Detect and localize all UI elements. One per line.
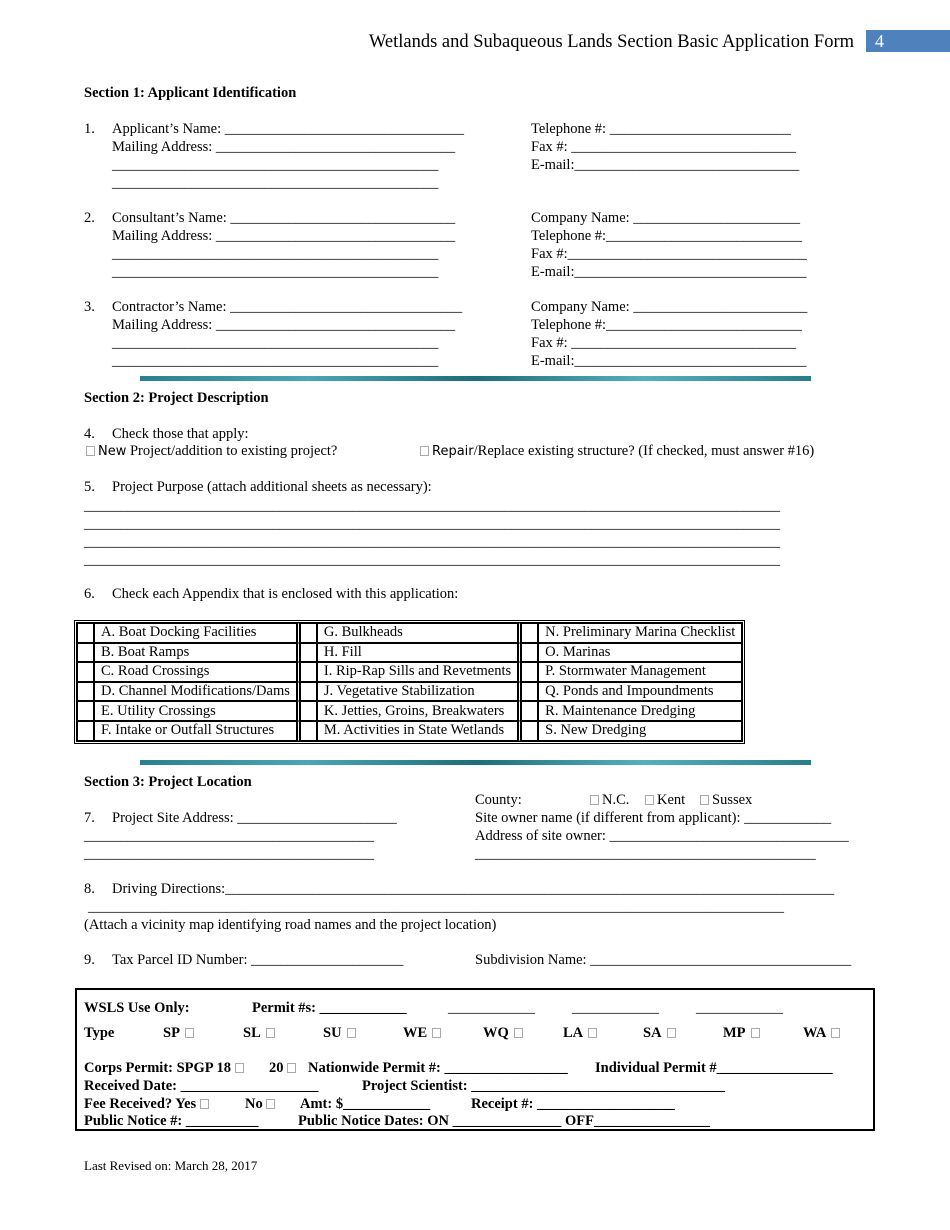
contractor-company-field[interactable]: Company Name: ________________________ bbox=[531, 299, 808, 315]
checkbox-icon[interactable] bbox=[266, 1028, 275, 1038]
appendix-checkbox[interactable] bbox=[300, 662, 317, 682]
q8-number: 8. bbox=[84, 881, 95, 897]
q2-number: 2. bbox=[84, 210, 95, 226]
fee-received-no-checkbox[interactable]: No bbox=[245, 1095, 278, 1113]
applicant-name-field[interactable]: Applicant’s Name: _________________________________ bbox=[112, 121, 465, 137]
appendix-checkbox[interactable] bbox=[77, 643, 94, 663]
q6-number: 6. bbox=[84, 586, 95, 602]
contractor-email-field[interactable]: E-mail:________________________________ bbox=[531, 353, 807, 369]
checkbox-icon[interactable] bbox=[287, 1063, 296, 1073]
appendix-label: S. New Dredging bbox=[538, 721, 742, 741]
appendix-label: H. Fill bbox=[317, 643, 518, 663]
q4-label: Check those that apply: bbox=[112, 426, 249, 442]
table-row bbox=[77, 662, 742, 682]
driving-directions-field[interactable]: Driving Directions:____________________________________________________________________________________ bbox=[112, 881, 835, 897]
type-su-checkbox[interactable]: SU bbox=[323, 1024, 359, 1042]
appendix-checkbox[interactable] bbox=[300, 721, 317, 741]
vicinity-map-note: (Attach a vicinity map identifying road names and the project location) bbox=[84, 917, 497, 933]
county-kent-checkbox[interactable]: Kent bbox=[645, 791, 685, 809]
consultant-telephone-field[interactable]: Telephone #:___________________________ bbox=[531, 228, 802, 244]
checkbox-icon[interactable] bbox=[645, 795, 654, 805]
type-we-checkbox[interactable]: WE bbox=[403, 1024, 444, 1042]
applicant-mailing-field[interactable]: Mailing Address: _________________________________ bbox=[112, 139, 456, 155]
q1-number: 1. bbox=[84, 121, 95, 137]
purpose-line[interactable]: ________________________________________________________________________________________________ bbox=[84, 498, 780, 514]
county-sussex-checkbox[interactable]: Sussex bbox=[700, 791, 752, 809]
applicant-address-line[interactable]: _____________________________________________ bbox=[112, 175, 439, 191]
appendix-checkbox[interactable] bbox=[521, 662, 538, 682]
type-wa-checkbox[interactable]: WA bbox=[803, 1024, 843, 1042]
contractor-telephone-field[interactable]: Telephone #:___________________________ bbox=[531, 317, 802, 333]
section3-title: Section 3: Project Location bbox=[84, 774, 252, 790]
appendix-label: J. Vegetative Stabilization bbox=[317, 682, 518, 702]
checkbox-icon[interactable] bbox=[667, 1028, 676, 1038]
new-project-checkbox[interactable]: New Project/addition to existing project? bbox=[86, 442, 337, 461]
consultant-email-field[interactable]: E-mail:________________________________ bbox=[531, 264, 807, 280]
q9-number: 9. bbox=[84, 952, 95, 968]
site-owner-name-field[interactable]: Site owner name (if different from applicant): ____________ bbox=[475, 810, 832, 826]
appendix-checkbox[interactable] bbox=[77, 701, 94, 721]
checkbox-icon[interactable] bbox=[432, 1028, 441, 1038]
site-owner-address-field[interactable]: Address of site owner: _________________________________ bbox=[475, 828, 849, 844]
checkbox-icon[interactable] bbox=[831, 1028, 840, 1038]
appendix-checkbox[interactable] bbox=[300, 682, 317, 702]
appendix-label: N. Preliminary Marina Checklist bbox=[538, 623, 742, 643]
q3-number: 3. bbox=[84, 299, 95, 315]
subdivision-field[interactable]: Subdivision Name: ____________________________________ bbox=[475, 952, 852, 968]
receipt-number-field[interactable]: Receipt #: ___________________ bbox=[471, 1096, 675, 1112]
wsls-use-only-label: WSLS Use Only: bbox=[84, 1000, 190, 1016]
type-sl-checkbox[interactable]: SL bbox=[243, 1024, 278, 1042]
appendix-label: D. Channel Modifications/Dams bbox=[94, 682, 297, 702]
public-notice-dates-field[interactable]: Public Notice Dates: ON _______________ OFF________________ bbox=[298, 1113, 711, 1129]
site-address-field[interactable]: Project Site Address: ______________________ bbox=[112, 810, 397, 826]
consultant-name-field[interactable]: Consultant’s Name: _______________________________ bbox=[112, 210, 456, 226]
table-row bbox=[77, 623, 742, 643]
appendix-label: G. Bulkheads bbox=[317, 623, 518, 643]
tax-parcel-field[interactable]: Tax Parcel ID Number: _____________________ bbox=[112, 952, 404, 968]
checkbox-icon[interactable] bbox=[700, 795, 709, 805]
form-title: Wetlands and Subaqueous Lands Section Basic Application Form bbox=[368, 32, 854, 52]
repair-replace-checkbox[interactable]: Repair/Replace existing structure? (If checked, must answer #16) bbox=[420, 442, 814, 461]
consultant-address-line[interactable]: _____________________________________________ bbox=[112, 264, 439, 280]
purpose-line[interactable]: ________________________________________________________________________________________________ bbox=[84, 516, 780, 532]
checkbox-icon[interactable] bbox=[347, 1028, 356, 1038]
received-date-field[interactable]: Received Date: ___________________ bbox=[84, 1078, 319, 1094]
appendix-checkbox[interactable] bbox=[521, 701, 538, 721]
applicant-fax-field[interactable]: Fax #: _______________________________ bbox=[531, 139, 797, 155]
applicant-telephone-field[interactable]: Telephone #: _________________________ bbox=[531, 121, 791, 137]
appendix-label: F. Intake or Outfall Structures bbox=[94, 721, 297, 741]
q4-number: 4. bbox=[84, 426, 95, 442]
checkbox-icon[interactable] bbox=[200, 1099, 209, 1109]
appendix-checkbox[interactable] bbox=[300, 623, 317, 643]
section-divider bbox=[140, 376, 811, 381]
type-la-checkbox[interactable]: LA bbox=[563, 1024, 600, 1042]
consultant-company-field[interactable]: Company Name: _______________________ bbox=[531, 210, 801, 226]
site-address-line[interactable]: ________________________________________ bbox=[84, 828, 374, 844]
appendix-checkbox[interactable] bbox=[300, 643, 317, 663]
appendix-checkbox[interactable] bbox=[521, 682, 538, 702]
appendix-label: P. Stormwater Management bbox=[538, 662, 742, 682]
site-address-line[interactable]: ________________________________________ bbox=[84, 846, 374, 862]
corps-permit-20-checkbox[interactable]: 20 bbox=[269, 1059, 299, 1077]
fee-received-yes-checkbox[interactable]: Fee Received? Yes bbox=[84, 1095, 212, 1113]
appendix-label: I. Rip-Rap Sills and Revetments bbox=[317, 662, 518, 682]
last-revised: Last Revised on: March 28, 2017 bbox=[84, 1158, 258, 1173]
q5-number: 5. bbox=[84, 479, 95, 495]
q6-label: Check each Appendix that is enclosed with this application: bbox=[112, 586, 459, 602]
section1-title: Section 1: Applicant Identification bbox=[84, 85, 297, 101]
checkbox-icon[interactable] bbox=[86, 446, 95, 456]
checkbox-icon[interactable] bbox=[590, 795, 599, 805]
permit-numbers-field[interactable]: Permit #s: ____________ bbox=[252, 1000, 407, 1016]
checkbox-icon[interactable] bbox=[266, 1099, 275, 1109]
checkbox-icon[interactable] bbox=[185, 1028, 194, 1038]
appendix-label: K. Jetties, Groins, Breakwaters bbox=[317, 701, 518, 721]
section-divider bbox=[140, 760, 811, 765]
permit-blank[interactable]: ____________ bbox=[572, 1000, 659, 1016]
type-mp-checkbox[interactable]: MP bbox=[723, 1024, 763, 1042]
checkbox-icon[interactable] bbox=[751, 1028, 760, 1038]
public-notice-number-field[interactable]: Public Notice #: __________ bbox=[84, 1113, 259, 1129]
table-row bbox=[77, 682, 742, 702]
corps-permit-spgp18-checkbox[interactable]: Corps Permit: SPGP 18 bbox=[84, 1059, 247, 1077]
appendix-label: R. Maintenance Dredging bbox=[538, 701, 742, 721]
appendix-label: O. Marinas bbox=[538, 643, 742, 663]
appendix-checkbox[interactable] bbox=[77, 662, 94, 682]
table-row bbox=[77, 701, 742, 721]
county-nc-checkbox[interactable]: N.C. bbox=[590, 791, 629, 809]
appendix-label: C. Road Crossings bbox=[94, 662, 297, 682]
amount-field[interactable]: Amt: $____________ bbox=[300, 1096, 431, 1112]
table-row bbox=[77, 721, 742, 741]
table-row bbox=[77, 643, 742, 663]
appendix-checkbox[interactable] bbox=[521, 623, 538, 643]
purpose-line[interactable]: ________________________________________________________________________________________________ bbox=[84, 552, 780, 568]
checkbox-icon[interactable] bbox=[588, 1028, 597, 1038]
contractor-mailing-field[interactable]: Mailing Address: _________________________________ bbox=[112, 317, 456, 333]
appendix-table bbox=[74, 620, 745, 744]
project-scientist-field[interactable]: Project Scientist: ___________________________________ bbox=[362, 1078, 725, 1094]
nationwide-permit-field[interactable]: Nationwide Permit #: _________________ bbox=[308, 1060, 568, 1076]
appendix-label: A. Boat Docking Facilities bbox=[94, 623, 297, 643]
contractor-fax-field[interactable]: Fax #: _______________________________ bbox=[531, 335, 797, 351]
type-sa-checkbox[interactable]: SA bbox=[643, 1024, 679, 1042]
section2-title: Section 2: Project Description bbox=[84, 390, 269, 406]
consultant-mailing-field[interactable]: Mailing Address: _________________________________ bbox=[112, 228, 456, 244]
permit-blank[interactable]: ____________ bbox=[448, 1000, 535, 1016]
applicant-address-line[interactable]: _____________________________________________ bbox=[112, 157, 439, 173]
individual-permit-field[interactable]: Individual Permit #________________ bbox=[595, 1060, 833, 1076]
checkbox-icon[interactable] bbox=[235, 1063, 244, 1073]
site-owner-address-line[interactable]: _______________________________________________ bbox=[475, 846, 816, 862]
contractor-name-field[interactable]: Contractor’s Name: ________________________________ bbox=[112, 299, 463, 315]
appendix-checkbox[interactable] bbox=[300, 701, 317, 721]
appendix-label: B. Boat Ramps bbox=[94, 643, 297, 663]
appendix-label: Q. Ponds and Impoundments bbox=[538, 682, 742, 702]
appendix-label: E. Utility Crossings bbox=[94, 701, 297, 721]
appendix-checkbox[interactable] bbox=[77, 721, 94, 741]
appendix-label: M. Activities in State Wetlands bbox=[317, 721, 518, 741]
appendix-checkbox[interactable] bbox=[521, 643, 538, 663]
checkbox-icon[interactable] bbox=[420, 446, 429, 456]
appendix-checkbox[interactable] bbox=[521, 721, 538, 741]
purpose-line[interactable]: ________________________________________________________________________________________________ bbox=[84, 534, 780, 550]
consultant-fax-field[interactable]: Fax #:_________________________________ bbox=[531, 246, 807, 262]
driving-directions-line[interactable]: ________________________________________________________________________________________________ bbox=[88, 899, 784, 915]
type-wq-checkbox[interactable]: WQ bbox=[483, 1024, 526, 1042]
q5-label: Project Purpose (attach additional sheets as necessary): bbox=[112, 479, 432, 495]
contractor-address-line[interactable]: _____________________________________________ bbox=[112, 353, 439, 369]
type-label: Type bbox=[84, 1025, 115, 1041]
consultant-address-line[interactable]: _____________________________________________ bbox=[112, 246, 439, 262]
appendix-checkbox[interactable] bbox=[77, 623, 94, 643]
q7-number: 7. bbox=[84, 810, 95, 826]
county-label: County: bbox=[475, 792, 522, 808]
permit-blank[interactable]: ____________ bbox=[696, 1000, 783, 1016]
type-sp-checkbox[interactable]: SP bbox=[163, 1024, 197, 1042]
contractor-address-line[interactable]: _____________________________________________ bbox=[112, 335, 439, 351]
page-number: 4 bbox=[866, 30, 950, 52]
checkbox-icon[interactable] bbox=[514, 1028, 523, 1038]
applicant-email-field[interactable]: E-mail:_______________________________ bbox=[531, 157, 800, 173]
appendix-checkbox[interactable] bbox=[77, 682, 94, 702]
